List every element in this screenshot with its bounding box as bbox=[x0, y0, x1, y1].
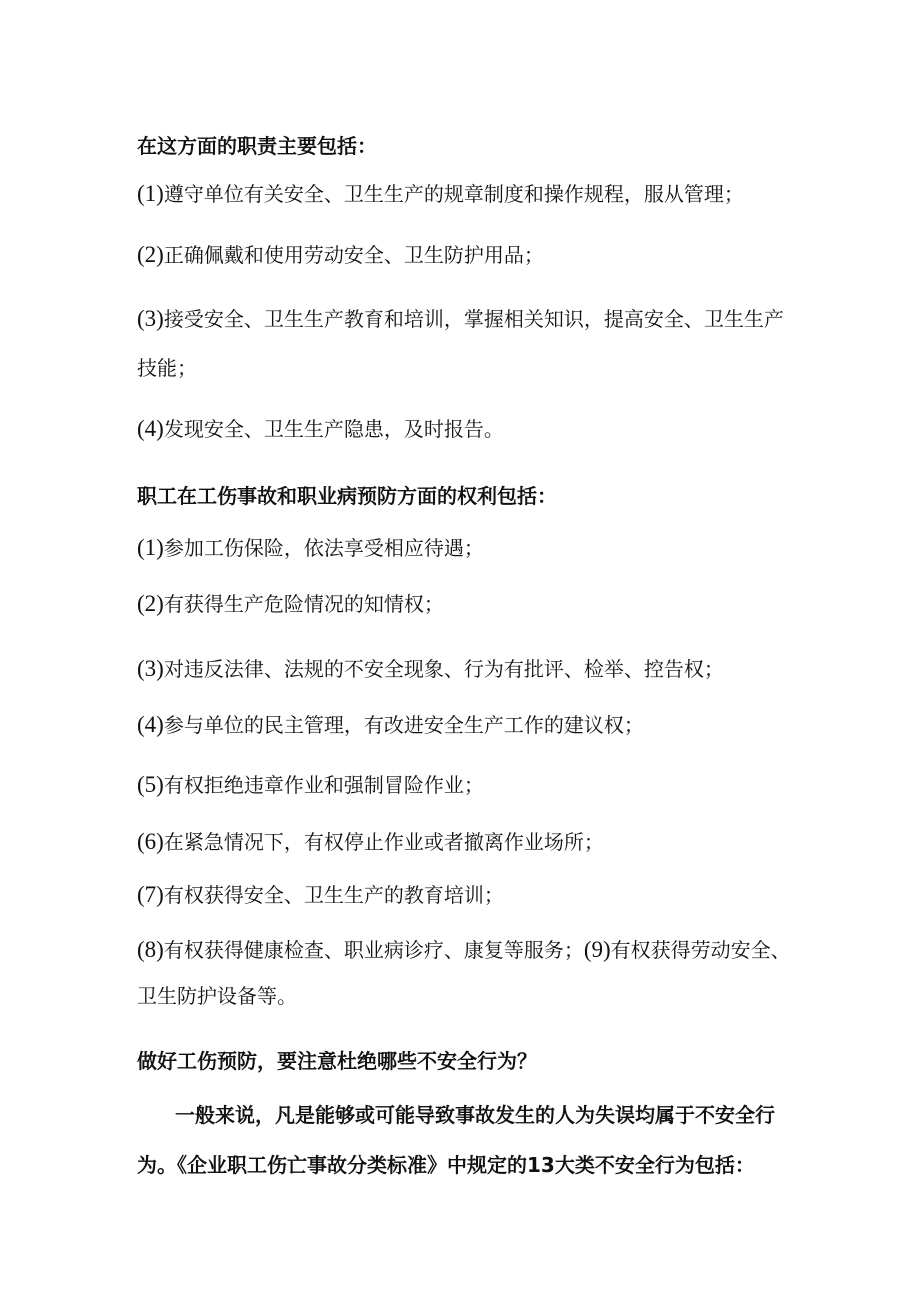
right-number: (9) bbox=[583, 937, 611, 962]
right-item bbox=[137, 589, 444, 619]
right-text: 有权拒绝违章作业和强制冒险作业； bbox=[163, 773, 484, 797]
right-number: (3) bbox=[137, 656, 164, 681]
heading-unsafe-behaviors: 做好工伤预防，要注意杜绝哪些不安全行为？ bbox=[137, 1049, 537, 1073]
paragraph-line: 一般来说，凡是能够或可能导致事故发生的人为失误均属于不安全行 bbox=[175, 1103, 775, 1127]
right-number: (6) bbox=[137, 829, 164, 854]
right-number: (1) bbox=[137, 535, 164, 560]
right-item bbox=[137, 880, 504, 910]
duty-item bbox=[137, 414, 504, 444]
right-text: 参加工伤保险，依法享受相应待遇； bbox=[163, 536, 484, 560]
duty-text: 接受安全、卫生生产教育和培训，掌握相关知识，提高安全、卫生生产 bbox=[163, 307, 784, 331]
duty-text: 发现安全、卫生生产隐患，及时报告。 bbox=[163, 417, 504, 441]
right-number: (2) bbox=[137, 591, 164, 616]
heading-duties: 在这方面的职责主要包括： bbox=[137, 134, 377, 158]
right-item bbox=[137, 533, 484, 563]
right-text: 有权获得健康检查、职业病诊疗、康复等服务； bbox=[163, 938, 584, 962]
right-number: (4) bbox=[137, 712, 164, 737]
right-text: 有权获得安全、卫生生产的教育培训； bbox=[163, 883, 504, 907]
right-text: 有获得生产危险情况的知情权； bbox=[163, 592, 444, 616]
right-item bbox=[137, 770, 484, 800]
duty-number: (4) bbox=[137, 416, 164, 441]
right-item bbox=[137, 654, 724, 684]
right-text: 参与单位的民主管理，有改进安全生产工作的建议权； bbox=[163, 713, 644, 737]
duty-item bbox=[137, 240, 544, 270]
right-number: (8) bbox=[137, 937, 164, 962]
right-text: 对违反法律、法规的不安全现象、行为有批评、检举、控告权； bbox=[163, 657, 724, 681]
right-item-continuation: 卫生防护设备等。 bbox=[137, 984, 297, 1008]
right-item bbox=[137, 710, 644, 740]
paragraph-line: 为。《企业职工伤亡事故分类标准》中规定的13大类不安全行为包括： bbox=[137, 1153, 755, 1177]
right-text: 在紧急情况下，有权停止作业或者撤离作业场所； bbox=[163, 830, 604, 854]
right-number: (5) bbox=[137, 772, 164, 797]
right-number: (7) bbox=[137, 882, 164, 907]
heading-rights: 职工在工伤事故和职业病预防方面的权利包括： bbox=[137, 484, 557, 508]
duty-item bbox=[137, 304, 784, 334]
right-item bbox=[137, 827, 604, 857]
duty-item-continuation: 技能； bbox=[137, 356, 197, 380]
duty-text: 正确佩戴和使用劳动安全、卫生防护用品； bbox=[163, 243, 544, 267]
duty-item bbox=[137, 179, 744, 209]
right-item bbox=[137, 935, 791, 965]
duty-number: (3) bbox=[137, 306, 164, 331]
duty-text: 遵守单位有关安全、卫生生产的规章制度和操作规程，服从管理； bbox=[163, 182, 744, 206]
duty-number: (1) bbox=[137, 181, 164, 206]
right-text: 有权获得劳动安全、 bbox=[610, 938, 791, 962]
duty-number: (2) bbox=[137, 242, 164, 267]
